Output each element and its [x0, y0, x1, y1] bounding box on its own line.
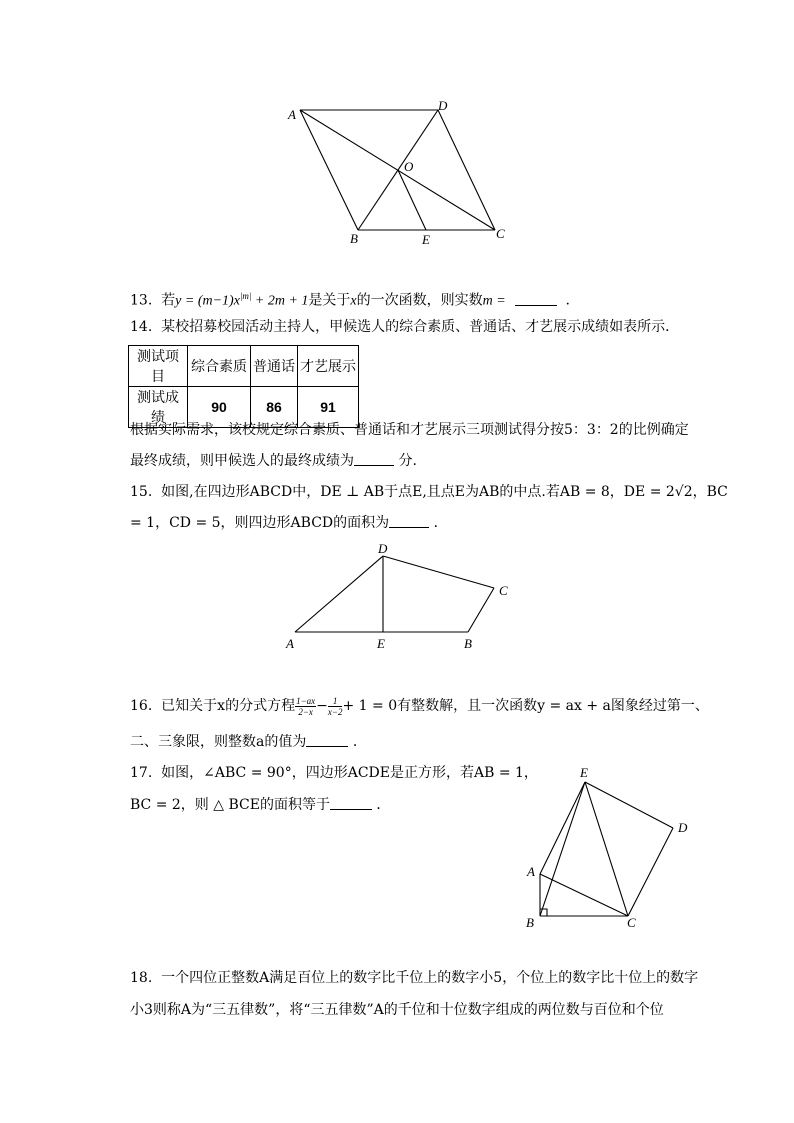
- table-cell: 普通话: [251, 346, 298, 387]
- answer-blank[interactable]: [389, 513, 429, 528]
- table-cell: 测试项目: [129, 346, 188, 387]
- label-d: D: [378, 541, 388, 556]
- edge-bc: [468, 588, 494, 632]
- question-14-text: 根据实际需求，该校规定综合素质、普通话和才艺展示三项测试得分按5：3：2的比例确定: [130, 422, 689, 438]
- question-number: 15.: [130, 484, 153, 500]
- segment-be: [540, 782, 585, 916]
- label-b: B: [464, 636, 472, 650]
- label-e: E: [377, 636, 385, 650]
- question-15: 15. 如图,在四边形ABCD中，DE ⊥ AB于点E,且点E为AB的中点.若AB = 8，DE = 2√2，BC: [130, 484, 728, 500]
- question-14: 14. 某校招募校园活动主持人，甲候选人的综合素质、普通话、才艺展示成绩如表所示．: [130, 319, 680, 335]
- figure-square: [520, 762, 710, 932]
- label-a: A: [286, 636, 294, 650]
- question-number: 13.: [130, 292, 153, 309]
- label-e: E: [580, 765, 588, 780]
- table-cell: 91: [298, 387, 359, 428]
- question-18: 18. 一个四位正整数A满足百位上的数字比千位上的数字小5，个位上的数字比十位上的数字: [130, 970, 699, 986]
- answer-blank[interactable]: [354, 451, 394, 466]
- label-b: B: [350, 231, 358, 245]
- answer-blank[interactable]: [515, 291, 557, 306]
- question-13: 13. 若$y = (m-1)x^{|m|} + 2m + 1$是关于x的一次函数，则实数m = .: [130, 291, 570, 309]
- question-number: 14.: [130, 319, 153, 335]
- formula: y = (m−1)x: [175, 293, 240, 309]
- question-number: 17.: [130, 765, 153, 781]
- table-cell: 测试成绩: [129, 387, 188, 428]
- label-b: B: [526, 915, 534, 930]
- table-cell: 86: [251, 387, 298, 428]
- question-17: 17. 如图，∠ABC = 90°，四边形ACDE是正方形，若AB = 1，: [130, 765, 538, 781]
- question-16-text: 二、三象限，则整数a的值为 ．: [130, 734, 367, 750]
- question-15-text: = 1，CD = 5，则四边形ABCD的面积为 ．: [130, 515, 448, 531]
- segment-ce: [585, 782, 628, 916]
- fraction: $\frac{1}{x-2}$: [327, 695, 343, 717]
- label-c: C: [499, 583, 508, 598]
- question-number: 16.: [130, 698, 153, 714]
- score-table: [128, 345, 359, 428]
- question-17-text: BC = 2，则 △ BCE的面积等于 ．: [130, 797, 391, 813]
- table-cell: 才艺展示: [298, 346, 359, 387]
- figure-quadrilateral: [280, 540, 520, 650]
- answer-blank[interactable]: [306, 732, 348, 747]
- answer-blank[interactable]: [330, 795, 372, 810]
- edge-ea: [540, 782, 585, 874]
- label-a: A: [288, 107, 296, 122]
- label-d: D: [678, 820, 688, 835]
- edge-da: [295, 556, 383, 632]
- edge-cd: [383, 556, 494, 588]
- label-c: C: [627, 915, 636, 930]
- question-number: 18.: [130, 970, 153, 986]
- table-cell: 综合素质: [188, 346, 251, 387]
- edge-de: [585, 782, 673, 828]
- question-16: 16. 已知关于x的分式方程 $\frac{1-ax}{2-x}$ − $\frac{1}{x-2}$ + 1 = 0有整数解，且一次函数y = ax + a图象经过第一、: [130, 695, 709, 717]
- label-d: D: [438, 98, 448, 113]
- label-e: E: [422, 232, 430, 245]
- edge-ac: [540, 874, 628, 916]
- table-header-row: [129, 346, 359, 387]
- question-18-text: 小3则称A为“三五律数”，将“三五律数”A的千位和十位数字组成的两位数与百位和个位: [130, 1002, 664, 1018]
- question-14-text: 最终成绩，则甲候选人的最终成绩为 分.: [130, 453, 417, 469]
- label-a: A: [527, 864, 535, 879]
- table-cell: 90: [188, 387, 251, 428]
- figure-parallelogram: [280, 95, 520, 245]
- label-o: O: [404, 159, 414, 174]
- fraction: $\frac{1-ax}{2-x}$: [296, 695, 316, 717]
- edge-cd: [628, 828, 673, 916]
- label-c: C: [496, 226, 505, 241]
